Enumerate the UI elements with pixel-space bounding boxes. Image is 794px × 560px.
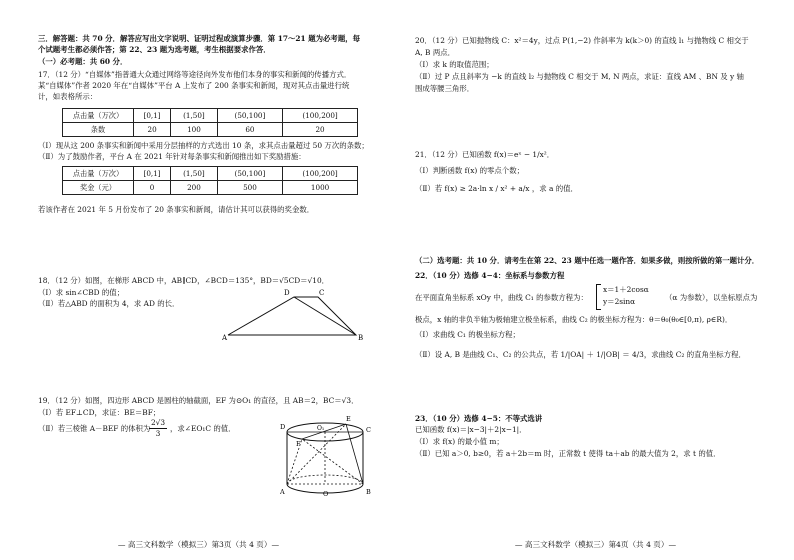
q22-part2: （Ⅱ）设 A, B 是曲线 C₁、C₂ 的公共点，若 1/|OA| ＋ 1/|OB| ＝ 4/3，求曲线 C₂ 的直角坐标方程．: [415, 350, 746, 359]
table-cell: 200: [171, 181, 218, 195]
q20-part2: （Ⅱ）过 P 点且斜率为 −k 的直线 l₂ 与抛物线 C 相交于 M, N 两点，求证：直线 AM 、BN 及 y 轴: [415, 72, 744, 81]
q22-line1b: （α 为参数），以坐标原点为: [665, 293, 758, 302]
q17-line1: 17．（12 分）“自媒体”指普通大众通过网络等途径向外发布他们本身的事实和新闻的传播方式．: [38, 70, 352, 79]
table-cell: 60: [217, 123, 282, 137]
label-F: F: [296, 440, 301, 448]
trapezoid-figure: [222, 285, 372, 347]
q18-line1: 18．（12 分）如图，在梯形 ABCD 中，AB∥CD，∠BCD＝135°，BD＝√5CD＝√10．: [38, 276, 330, 285]
q22-part1: （Ⅰ）求曲线 C₁ 的极坐标方程；: [415, 330, 520, 339]
table-cell: (1,50]: [171, 167, 218, 181]
q23-line1: 已知函数 f(x)＝|x−3|＋2|x−1|．: [415, 425, 527, 434]
q19-part1: （Ⅰ）若 EF⊥CD，求证：BE＝BF；: [38, 408, 161, 417]
table-cell: 100: [171, 123, 218, 137]
table-row: [63, 123, 358, 137]
q19-frac-den: 3: [155, 429, 161, 438]
table-cell: 点击量（万次）: [63, 167, 134, 181]
q19-line1: 19．（12 分）如图，四边形 ABCD 是圆柱的轴截面，EF 为⊙O₁ 的直径，且 AB＝2，BC＝√3．: [38, 396, 359, 405]
label-A: A: [280, 488, 285, 496]
table-cell: 条数: [63, 123, 134, 137]
right-page: [397, 0, 794, 560]
q22-line1: 在平面直角坐标系 xOy 中，曲线 C₁ 的参数方程为：: [415, 293, 588, 302]
q21-part1: （Ⅰ）判断函数 f(x) 的零点个数；: [415, 166, 524, 175]
label-B: B: [366, 488, 371, 496]
table-cell: 0: [134, 181, 171, 195]
label-A: A: [222, 334, 228, 342]
q17-line3: 计，如表格所示：: [38, 92, 98, 101]
q19-part2b: ，求∠EO₁C 的值．: [170, 424, 236, 433]
q17-part1: （Ⅰ）现从这 200 条事实和新闻中采用分层抽样的方式选出 10 条，求其点击量超过 50 万次的条数；: [38, 141, 369, 150]
label-D: D: [284, 289, 290, 297]
table-row: [63, 109, 358, 123]
q22-title: 22．（10 分）选修 4−4：坐标系与参数方程: [415, 271, 565, 280]
cylinder-figure: [280, 412, 380, 498]
q20-part1: （Ⅰ）求 k 的取值范围；: [415, 60, 494, 69]
q18-part1: （Ⅰ）求 sin∠CBD 的值；: [38, 288, 125, 297]
q18-part2: （Ⅱ）若△ABD 的面积为 4，求 AD 的长．: [38, 299, 180, 308]
footer-left: — 高三文科数学（模拟三）第3页（共 4 页）—: [117, 540, 280, 549]
table-cell: (50,100]: [217, 167, 282, 181]
table-cell: 20: [134, 123, 171, 137]
q17-table2: [62, 166, 358, 195]
q19-frac-num: 2√3: [150, 418, 166, 427]
q23-part2: （Ⅱ）已知 a＞0, b≥0，若 a＋2b＝m 时，正常数 t 使得 ta＋ab 的最大值为 2，求 t 的值．: [415, 449, 721, 458]
label-E: E: [346, 415, 351, 423]
label-C: C: [319, 289, 325, 297]
section3-heading-2: 个试题考生都必须作答；第 22、23 题为选考题，考生根据要求作答．: [38, 45, 271, 54]
q21-part2: （Ⅱ）若 f(x) ≥ 2a·ln x / x² + a/x ，求 a 的值．: [415, 184, 578, 193]
footer-right: — 高三文科数学（模拟三）第4页（共 4 页）—: [514, 540, 677, 549]
label-O1: O₁: [317, 425, 325, 432]
label-B: B: [358, 334, 364, 342]
brace: [596, 284, 601, 310]
q19-part2a: （Ⅱ）若三棱锥 A－BEF 的体积为: [38, 424, 151, 433]
q20-part2b: 围成等腰三角形．: [415, 84, 475, 93]
table-cell: 奖金（元）: [63, 181, 134, 195]
q21-line1: 21．（12 分）已知函数 f(x)＝eˣ − 1/x²．: [415, 150, 555, 159]
table-cell: (50,100]: [217, 109, 282, 123]
table-cell: [0,1]: [134, 167, 171, 181]
required-heading: （一）必考题：共 60 分．: [38, 57, 128, 66]
q22-eq2: y＝2sinα: [603, 297, 636, 306]
table-cell: 1000: [283, 181, 358, 195]
q17-part2: （Ⅱ）为了鼓励作者，平台 A 在 2021 年针对每条事实和新闻推出如下奖励措施：: [38, 152, 306, 161]
q20-line2: A, B 两点．: [415, 48, 455, 57]
q22-eq1: x＝1＋2cosα: [603, 285, 649, 294]
table-cell: [0,1]: [134, 109, 171, 123]
table-cell: (100,200]: [283, 167, 358, 181]
table-row: [63, 167, 358, 181]
q23-title: 23．（10 分）选修 4−5：不等式选讲: [415, 414, 543, 423]
q17-table1: [62, 108, 358, 137]
section3-heading: 三．解答题：共 70 分．解答应写出文字说明、证明过程或演算步骤．第 17～21 题为必考题，每: [38, 34, 360, 43]
table-cell: 500: [217, 181, 282, 195]
label-D: D: [280, 423, 286, 431]
q17-line2: 某“自媒体”作者 2020 年在“自媒体”平台 A 上发布了 200 条事实和新闻，现对其点击量进行统: [38, 81, 350, 90]
table-cell: 点击量（万次）: [63, 109, 134, 123]
q20-line1: 20．（12 分）已知抛物线 C：x²＝4y，过点 P(1,−2) 作斜率为 k(k＞0) 的直线 l₁ 与抛物线 C 相交于: [415, 36, 749, 45]
label-O: O: [323, 490, 329, 498]
table-cell: (1,50]: [171, 109, 218, 123]
q23-part1: （Ⅰ）求 f(x) 的最小值 m；: [415, 437, 504, 446]
label-C: C: [366, 426, 371, 434]
table-row: [63, 181, 358, 195]
q17-tail: 若该作者在 2021 年 5 月份发布了 20 条事实和新闻，请估计其可以获得的奖金数．: [38, 205, 315, 214]
table-cell: (100,200]: [283, 109, 358, 123]
table-cell: 20: [283, 123, 358, 137]
optional-heading: （二）选考题：共 10 分．请考生在第 22、23 题中任选一题作答．如果多做，则按所做的第一题计分．: [415, 256, 760, 265]
q22-line2: 极点，x 轴的非负半轴为极轴建立极坐标系，曲线 C₂ 的极坐标方程为：θ＝θ₀(θ₀∈[0,π), ρ∈R)．: [415, 315, 733, 324]
